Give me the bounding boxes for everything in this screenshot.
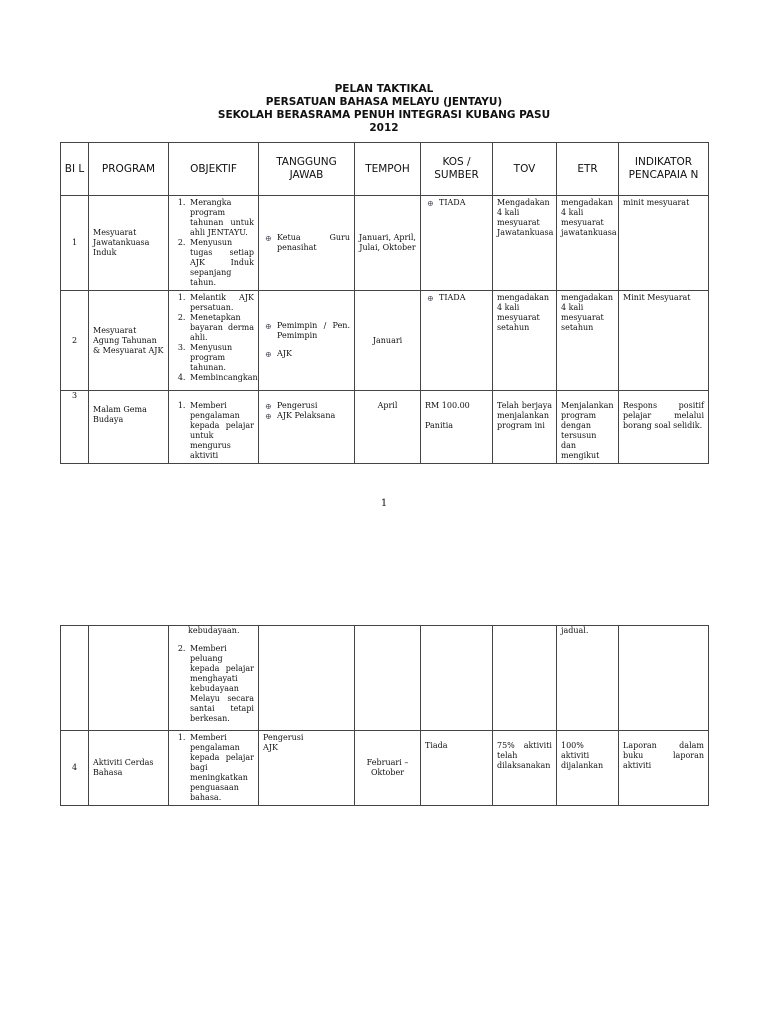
cell-tov	[493, 391, 557, 464]
cell-bil: 2	[61, 291, 89, 391]
list-item-text: Pengerusi	[277, 401, 318, 410]
cell-objektif	[169, 196, 259, 291]
cell-tov-text: Telah berjaya menjalankan program ini	[497, 401, 552, 430]
document-title	[0, 83, 768, 135]
cell-indikator: Minit Mesyuarat	[619, 291, 709, 391]
col-header-tempoh: TEMPOH	[355, 143, 421, 196]
col-header-indikator: INDIKATOR PENCAPAIA N	[619, 143, 709, 196]
cell-etr	[557, 391, 619, 464]
bullet-icon: ⊕	[265, 412, 272, 421]
title-line-3: SEKOLAH BERASRAMA PENUH INTEGRASI KUBANG PASU	[217, 109, 551, 121]
objektif-item: 3. Menyusun program tahunan.	[188, 343, 254, 373]
list-item-text: Pemimpin / Pen. Pemimpin	[277, 321, 350, 340]
cell-tov: 75% aktiviti telah dilaksanakan	[493, 731, 557, 806]
list-item-text: Ketua Guru penasihat	[277, 233, 350, 252]
cell-tov: mengadakan 4 kali mesyuarat setahun	[493, 291, 557, 391]
objektif-item: 2. Menyusun tugas setiap AJK Induk sepanjang tahun.	[188, 238, 254, 288]
objektif-item: 1. Memberi pengalaman kepada pelajar bagi meningkatkan penguasaan bahasa.	[188, 733, 254, 803]
cell-tanggung-jawab	[259, 391, 355, 464]
cell-indikator	[619, 626, 709, 731]
cell-objektif	[169, 391, 259, 464]
col-header-tanggung-jawab: TANGGUNG JAWAB	[259, 143, 355, 196]
bullet-icon: ⊕	[265, 350, 272, 359]
cell-bil: 3	[61, 391, 89, 464]
cell-objektif	[169, 731, 259, 806]
list-item	[263, 411, 350, 421]
title-line-1: PELAN TAKTIKAL	[334, 83, 434, 95]
list-item-text: AJK Pelaksana	[277, 411, 336, 420]
kos-amount: RM 100.00	[425, 401, 470, 410]
cell-bil	[61, 626, 89, 731]
cell-tov: Mengadakan 4 kali mesyuarat Jawatankuasa	[493, 196, 557, 291]
cell-tanggung-jawab	[259, 196, 355, 291]
cell-objektif	[169, 291, 259, 391]
bullet-icon: ⊕	[265, 322, 272, 331]
cell-kos	[421, 196, 493, 291]
cell-indikator: Laporan dalam buku laporan aktiviti	[619, 731, 709, 806]
cell-etr: 100% aktiviti dijalankan	[557, 731, 619, 806]
cell-program: Mesyuarat Agung Tahunan & Mesyuarat AJK	[89, 291, 169, 391]
title-line-4: 2012	[369, 122, 399, 134]
list-item	[263, 349, 350, 359]
cell-kos	[421, 391, 493, 464]
list-item-text: TIADA	[439, 293, 466, 302]
cell-bil: 4	[61, 731, 89, 806]
cell-kos	[421, 626, 493, 731]
table-row	[61, 731, 709, 806]
cell-tanggung-jawab	[259, 291, 355, 391]
objektif-continued: kebudayaan.	[188, 626, 240, 635]
tanggung-line: AJK	[263, 743, 278, 752]
page-number: 1	[380, 498, 388, 509]
list-item	[263, 321, 350, 341]
table-row	[61, 391, 709, 464]
bullet-icon: ⊕	[265, 234, 272, 243]
cell-tanggung-jawab	[259, 731, 355, 806]
table-row	[61, 196, 709, 291]
plan-table-continued	[60, 625, 709, 806]
cell-etr: mengadakan 4 kali mesyuarat jawatankuasa	[557, 196, 619, 291]
cell-program	[89, 391, 169, 464]
plan-table	[60, 142, 709, 464]
col-header-tov: TOV	[493, 143, 557, 196]
cell-objektif	[169, 626, 259, 731]
tanggung-line: Pengerusi	[263, 733, 304, 742]
col-header-kos: KOS / SUMBER	[421, 143, 493, 196]
list-item-text: TIADA	[439, 198, 466, 207]
cell-tanggung-jawab	[259, 626, 355, 731]
cell-kos: Tiada	[421, 731, 493, 806]
cell-kos	[421, 291, 493, 391]
cell-tov	[493, 626, 557, 731]
objektif-item: 4. Membincangkan	[188, 373, 254, 383]
cell-tempoh	[355, 626, 421, 731]
cell-tempoh: Februari – Oktober	[355, 731, 421, 806]
kos-source: Panitia	[425, 421, 454, 430]
col-header-objektif: OBJEKTIF	[169, 143, 259, 196]
list-item	[263, 401, 350, 411]
col-header-program: PROGRAM	[89, 143, 169, 196]
table-header-row	[61, 143, 709, 196]
cell-program: Mesyuarat Jawatankuasa Induk	[89, 196, 169, 291]
title-line-2: PERSATUAN BAHASA MELAYU (JENTAYU)	[265, 96, 503, 108]
bullet-icon: ⊕	[265, 402, 272, 411]
col-header-bil: BI L	[61, 143, 89, 196]
list-item-text: AJK	[277, 349, 292, 358]
cell-tempoh-text: April	[377, 401, 398, 410]
objektif-item: 1. Memberi pengalaman kepada pelajar untuk mengurus aktiviti	[188, 401, 254, 461]
objektif-item: 2. Memberi peluang kepada pelajar menghayati kebudayaan Melayu secara santai tetapi berkesan.	[188, 644, 254, 724]
cell-etr: jadual.	[557, 626, 619, 731]
bullet-icon: ⊕	[427, 199, 434, 208]
objektif-item: 1. Melantik AJK persatuan.	[188, 293, 254, 313]
cell-program-text: Malam Gema Budaya	[93, 405, 147, 424]
cell-etr: mengadakan 4 kali mesyuarat setahun	[557, 291, 619, 391]
table-row	[61, 291, 709, 391]
cell-tempoh: Januari, April, Julai, Oktober	[355, 196, 421, 291]
objektif-item: 2. Menetapkan bayaran derma ahli.	[188, 313, 254, 343]
cell-program: Aktiviti Cerdas Bahasa	[89, 731, 169, 806]
cell-indikator	[619, 391, 709, 464]
cell-etr-text: Menjalankan program dengan tersusun dan mengikut	[561, 401, 614, 460]
cell-tempoh	[355, 391, 421, 464]
col-header-etr: ETR	[557, 143, 619, 196]
table-row	[61, 626, 709, 731]
cell-bil: 1	[61, 196, 89, 291]
list-item	[263, 233, 350, 253]
cell-program	[89, 626, 169, 731]
list-item	[425, 293, 488, 303]
list-item	[425, 198, 488, 208]
cell-indikator-text: Respons positif pelajar melalui borang soal selidik.	[623, 401, 704, 430]
objektif-item: 1. Merangka program tahunan untuk ahli JENTAYU.	[188, 198, 254, 238]
cell-indikator: minit mesyuarat	[619, 196, 709, 291]
cell-tempoh: Januari	[355, 291, 421, 391]
bullet-icon: ⊕	[427, 294, 434, 303]
